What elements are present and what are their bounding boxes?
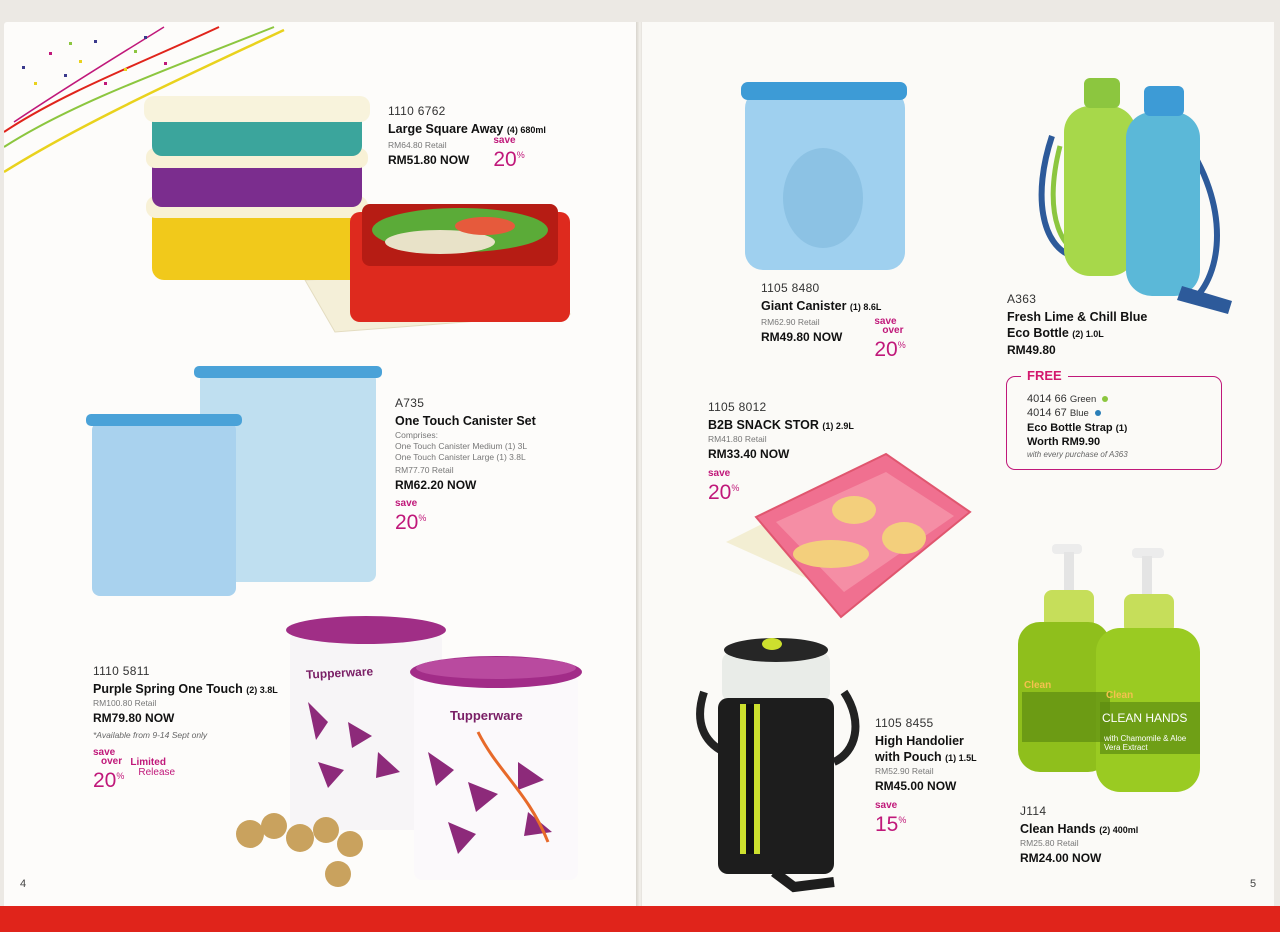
green-dot-icon: [1102, 396, 1108, 402]
now-price: RM33.40 NOW: [708, 447, 790, 461]
eco-bottle-image: [1032, 76, 1242, 316]
comprises-item: One Touch Canister Large (1) 3.8L: [395, 452, 526, 462]
comprises-item: One Touch Canister Medium (1) 3L: [395, 441, 528, 451]
now-price: RM49.80 NOW: [761, 330, 843, 344]
free-item-worth: Worth RM9.90: [1027, 436, 1101, 448]
retail-price: RM100.80 Retail: [93, 698, 157, 708]
product-high-handolier: [875, 716, 977, 835]
now-price: RM49.80: [1007, 343, 1056, 357]
page-number-right: 5: [1250, 878, 1257, 890]
product-name: Clean Hands (2) 400ml: [1020, 822, 1139, 836]
product-code: J114: [1020, 804, 1047, 818]
retail-price: RM64.80 Retail: [388, 140, 447, 150]
retail-price: RM41.80 Retail: [708, 434, 767, 444]
product-name-line2: Eco Bottle (2) 1.0L: [1007, 326, 1104, 340]
one-touch-canister-set-image: [86, 362, 386, 602]
retail-price: RM77.70 Retail: [395, 465, 454, 475]
save-badge: save 20%: [395, 498, 427, 534]
giant-canister-image: [735, 78, 910, 273]
save-badge: save 15%: [875, 800, 907, 836]
free-item-name: Eco Bottle Strap (1): [1027, 422, 1128, 434]
product-purple-spring: [93, 664, 278, 791]
free-offer-note: with every purchase of A363: [1027, 450, 1128, 459]
high-handolier-image: [694, 632, 864, 894]
product-eco-bottle: [1007, 292, 1147, 357]
product-name: Large Square Away (4) 680ml: [388, 122, 546, 136]
product-name: Giant Canister (1) 8.6L: [761, 299, 882, 313]
free-item-green: 4014 66 Green: [1027, 393, 1207, 405]
free-title: FREE: [1021, 368, 1068, 383]
availability-note: *Available from 9-14 Sept only: [93, 730, 208, 740]
clean-hands-image: [1014, 542, 1204, 804]
brand-logo: Tupperware: [305, 664, 374, 682]
product-large-square-away: [388, 104, 546, 170]
free-item-blue: 4014 67 Blue: [1027, 407, 1207, 419]
now-price: RM79.80 NOW: [93, 711, 175, 725]
purple-spring-image: [228, 612, 588, 892]
save-badge: save 20%: [708, 468, 740, 504]
product-code: 1105 8480: [761, 281, 820, 295]
product-code: 1110 5811: [93, 664, 150, 678]
product-name: B2B SNACK STOR (1) 2.9L: [708, 418, 854, 432]
product-code: 1105 8455: [875, 716, 934, 730]
chamomile-label: with Chamomile & Aloe Vera Extract: [1104, 734, 1187, 752]
comprises-label: Comprises:: [395, 430, 438, 440]
product-clean-hands: [1020, 804, 1138, 865]
clean-label: Clean: [1106, 690, 1134, 701]
now-price: RM24.00 NOW: [1020, 851, 1102, 865]
retail-price: RM25.80 Retail: [1020, 838, 1079, 848]
now-price: RM45.00 NOW: [875, 779, 957, 793]
product-name: Purple Spring One Touch (2) 3.8L: [93, 682, 278, 696]
product-name: High Handolier: [875, 734, 964, 748]
footer-band: [0, 906, 1280, 932]
product-name-line2: with Pouch (1) 1.5L: [875, 750, 977, 764]
product-name: Fresh Lime & Chill Blue: [1007, 310, 1148, 324]
blue-dot-icon: [1095, 410, 1101, 416]
save-badge: save over 20%: [93, 747, 125, 792]
limited-release-badge: Limited Release: [130, 757, 176, 778]
now-price: RM62.20 NOW: [395, 478, 477, 492]
product-code: 1110 6762: [388, 104, 446, 118]
clean-label: Clean: [1024, 680, 1052, 691]
free-offer-box: [1006, 368, 1222, 470]
save-badge: save 20%: [493, 135, 525, 171]
product-name: One Touch Canister Set: [395, 414, 536, 428]
product-one-touch-canister-set: [395, 396, 536, 533]
clean-hands-label: CLEAN HANDS: [1102, 711, 1188, 725]
b2b-snack-stor-image: [726, 452, 976, 624]
product-code: A735: [395, 396, 425, 410]
page-number-left: 4: [20, 878, 27, 890]
product-code: A363: [1007, 292, 1037, 306]
retail-price: RM52.90 Retail: [875, 766, 934, 776]
brand-logo: Tupperware: [450, 708, 523, 723]
retail-price: RM62.90 Retail: [761, 317, 820, 327]
save-badge: save over 20%: [874, 316, 906, 361]
product-giant-canister: [761, 281, 906, 360]
product-code: 1105 8012: [708, 400, 767, 414]
now-price: RM51.80 NOW: [388, 153, 470, 167]
